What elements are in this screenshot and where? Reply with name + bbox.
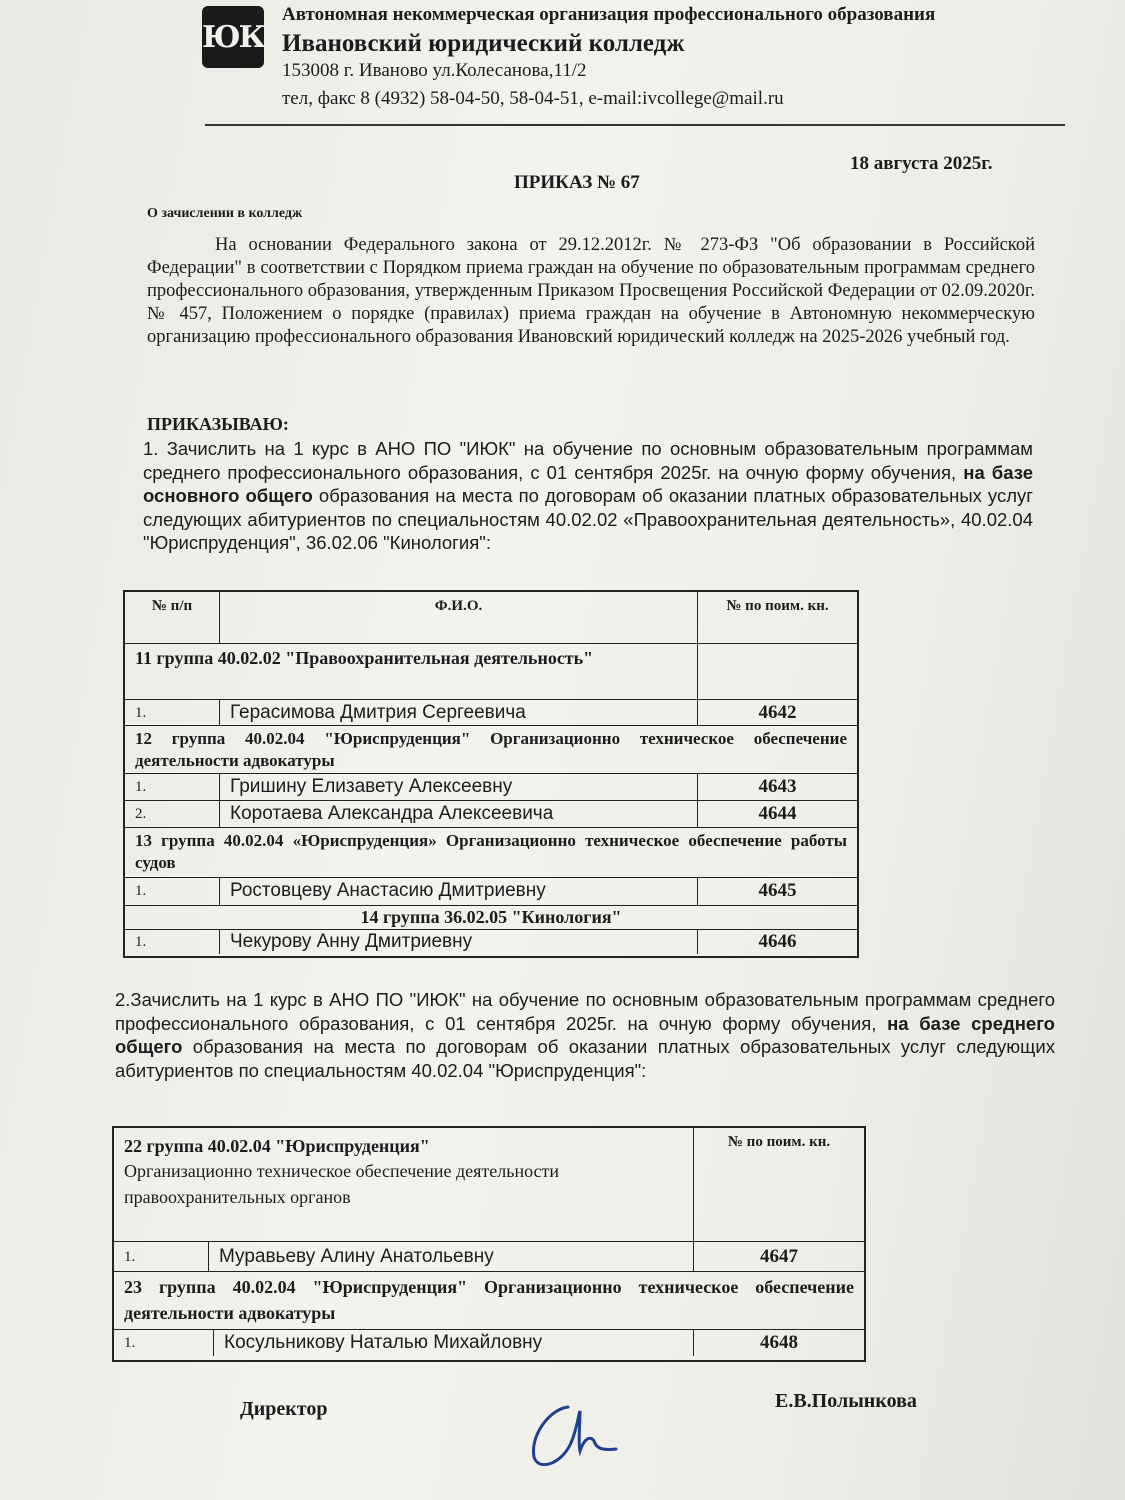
reg-number: 4647	[760, 1246, 798, 1267]
table-row	[125, 878, 857, 906]
student-name: Гришину Елизавету Алексеевну	[220, 774, 698, 801]
row-num: 1.	[125, 700, 220, 726]
row-num: 1.	[125, 878, 220, 906]
student-name: Муравьеву Алину Анатольевну	[209, 1242, 694, 1272]
group-11-title: 11 группа 40.02.02 "Правоохранительная деятельность"	[125, 644, 698, 700]
student-name: Коротаева Александра Алексеевича	[220, 801, 698, 828]
college-contacts: тел, факс 8 (4932) 58-04-50, 58-04-51, e-mail:ivcollege@mail.ru	[282, 88, 784, 109]
enrollment-table-1	[123, 590, 859, 958]
item1-paragraph	[143, 437, 1033, 555]
enrollment-table-2	[112, 1126, 866, 1362]
group-row-13	[125, 828, 857, 878]
item1-text-a: 1. Зачислить на 1 курс в АНО ПО "ИЮК" на обучение по основным образовательным программам среднего профессионального образования, с 01 сентября 2025г. на очную форму обучения,	[143, 438, 1033, 483]
org-line: Автономная некоммерческая организация профессионального образования	[282, 4, 936, 25]
col-header-num: № п/п	[125, 592, 220, 644]
col-header-reg: № по поим. кн.	[726, 598, 829, 614]
row-num: 1.	[114, 1242, 209, 1272]
signatory-position: Директор	[240, 1398, 328, 1420]
group-row-11	[125, 644, 857, 700]
reg-number: 4645	[758, 880, 797, 901]
reg-number: 4643	[758, 776, 797, 797]
preamble-paragraph: На основании Федерального закона от 29.12.2012г. № 273-ФЗ "Об образовании в Российской Федерации" в соответствии с Порядком приема граждан на обучение по образовательным программам среднего профессионального образования, утвержденным Приказом Просвещения Российской Федерации от 02.09.2020г. № 457, Положением о порядке (правилах) приема граждан на обучение в Автономную некоммерческую организацию профессионального образования Ивановский юридический колледж на 2025-2026 учебный год.	[147, 235, 1035, 347]
signatory-name: Е.В.Полынкова	[775, 1390, 917, 1412]
group-row-14	[125, 906, 857, 930]
group-14-title: 14 группа 36.02.05 "Кинология"	[360, 907, 622, 927]
item2-text-a: 2.Зачислить на 1 курс в АНО ПО "ИЮК" на обучение по основным образовательным программам среднего профессионального образования, с 01 сентября 2025г. на очную форму обучения,	[115, 989, 1055, 1034]
col-header-reg: № по поим. кн.	[727, 1134, 831, 1150]
group-13-title: 13 группа 40.02.04 «Юриспруденция» Организационно техническое обеспечение работы судов	[135, 831, 847, 872]
item2-bold: на базе среднего общего	[115, 1012, 1055, 1057]
order-subject: О зачислении в колледж	[147, 206, 303, 221]
group-11-empty-cell	[698, 644, 857, 700]
reg-number: 4642	[758, 702, 797, 723]
group-22-subtitle: Организационно техническое обеспечение деятельности правоохранительных органов	[124, 1161, 560, 1207]
order-title: ПРИКАЗ № 67	[514, 172, 640, 193]
col-header-name: Ф.И.О.	[220, 592, 698, 644]
reg-number: 4646	[758, 931, 797, 952]
student-name: Ростовцеву Анастасию Дмитриевну	[220, 878, 698, 906]
college-logo	[202, 6, 264, 68]
table-row	[114, 1330, 864, 1356]
item2-text-b: образования на места по договорам об оказании платных образовательных услуг следующих абитуриентов по специальностям 40.02.04 "Юриспруденция":	[115, 1036, 1055, 1081]
table-row	[125, 930, 857, 954]
row-num: 1.	[125, 930, 220, 954]
group-row-12	[125, 726, 857, 774]
handwritten-signature	[520, 1395, 630, 1475]
college-name: Ивановский юридический колледж	[282, 30, 685, 57]
table-row	[114, 1242, 864, 1272]
item2-paragraph	[115, 988, 1055, 1082]
row-num: 1.	[114, 1330, 214, 1356]
item1-text-b: образования на места по договорам об оказании платных образовательных услуг следующих абитуриентов по специальностям 40.02.02 «Правоохранительная деятельность», 40.02.04 "Юриспруденция", 36.02.06 "Кинология":	[143, 485, 1033, 553]
group-23-title: 23 группа 40.02.04 "Юриспруденция" Организационно техническое обеспечение деятельности адвокатуры	[124, 1277, 854, 1323]
table-row	[125, 700, 857, 726]
order-date: 18 августа 2025г.	[850, 153, 993, 174]
prikazyvayu-heading: ПРИКАЗЫВАЮ:	[147, 414, 289, 434]
group-row-22	[114, 1128, 864, 1242]
table-header-row	[125, 592, 857, 644]
row-num: 1.	[125, 774, 220, 801]
table-row	[125, 774, 857, 801]
group-row-23	[114, 1272, 864, 1330]
logo-text: ЮК	[202, 19, 264, 55]
student-name: Чекурову Анну Дмитриевну	[220, 930, 698, 954]
group-22-cell	[114, 1128, 694, 1242]
student-name: Косульникову Наталью Михайловну	[214, 1330, 694, 1356]
row-num: 2.	[125, 801, 220, 828]
table-row	[125, 801, 857, 828]
group-12-title: 12 группа 40.02.04 "Юриспруденция" Организационно техническое обеспечение деятельности адвокатуры	[135, 729, 847, 770]
group-22-title: 22 группа 40.02.04 "Юриспруденция"	[124, 1136, 430, 1156]
reg-number: 4644	[758, 803, 797, 824]
college-address: 153008 г. Иваново ул.Колесанова,11/2	[282, 60, 587, 81]
student-name: Герасимова Дмитрия Сергеевича	[220, 700, 698, 726]
reg-number: 4648	[760, 1332, 798, 1353]
item1-bold: на базе основного общего	[143, 461, 1033, 506]
header-divider	[205, 124, 1065, 126]
